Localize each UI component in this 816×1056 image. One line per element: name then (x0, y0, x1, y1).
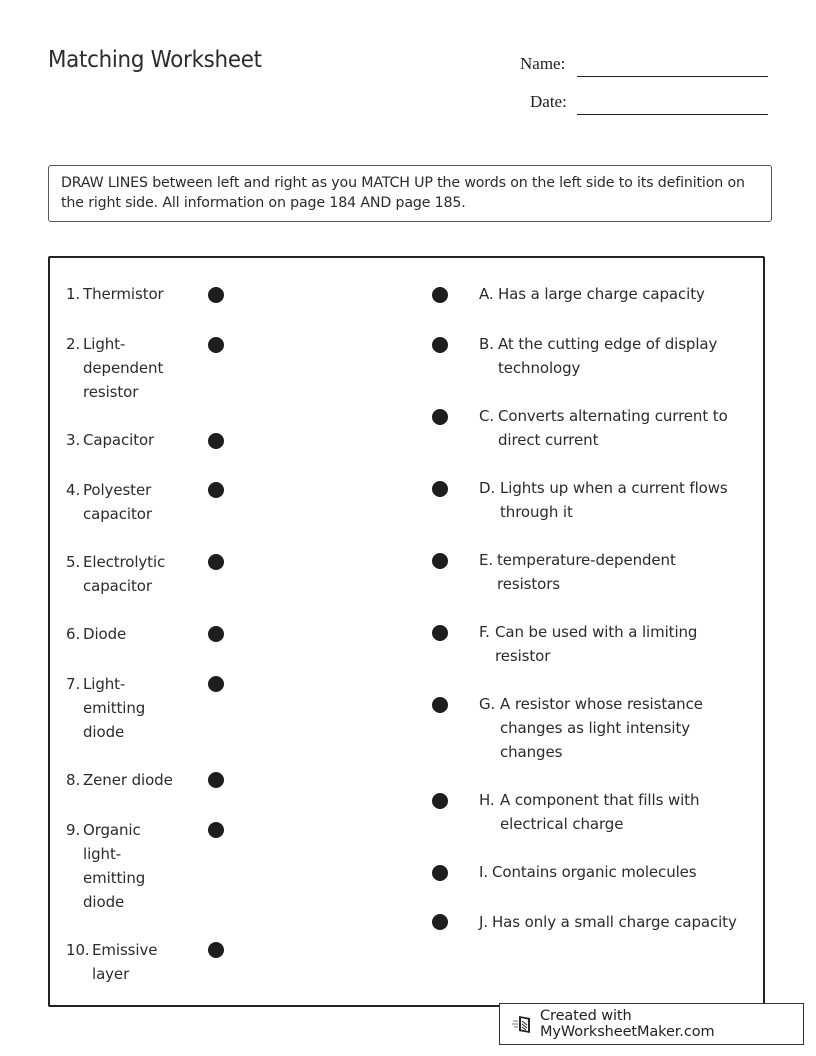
term-dot[interactable] (208, 287, 224, 303)
definition-item: C. Converts alternating current to direct current (479, 407, 728, 449)
date-field-line[interactable] (577, 114, 768, 115)
definition-dot[interactable] (432, 793, 448, 809)
definition-item: A. Has a large charge capacity (479, 285, 705, 303)
instructions-box: DRAW LINES between left and right as you MATCH UP the words on the left side to its definition on the right side. All information on page 184 AND page 185. (48, 165, 772, 222)
name-field-line[interactable] (577, 76, 768, 77)
page-title: Matching Worksheet (48, 47, 262, 73)
term-item: 5. Electrolytic capacitor (66, 553, 166, 595)
definition-dot[interactable] (432, 697, 448, 713)
term-item: 1. Thermistor (66, 285, 164, 303)
definition-item: D. Lights up when a current flows through it (479, 479, 728, 521)
definition-item: G. A resistor whose resistance changes as light intensity changes (479, 695, 703, 761)
term-item: 7. Light- emitting diode (66, 675, 146, 741)
term-dot[interactable] (208, 337, 224, 353)
term-item: 6. Diode (66, 625, 127, 643)
definition-dot[interactable] (432, 553, 448, 569)
term-item: 4. Polyester capacitor (66, 481, 152, 523)
term-dot[interactable] (208, 772, 224, 788)
term-item: 2. Light- dependent resistor (66, 335, 164, 401)
definition-dot[interactable] (432, 865, 448, 881)
definition-dot[interactable] (432, 337, 448, 353)
term-dot[interactable] (208, 626, 224, 642)
term-dot[interactable] (208, 676, 224, 692)
term-dot[interactable] (208, 433, 224, 449)
created-with-badge[interactable] (499, 1003, 804, 1045)
definition-item: J. Has only a small charge capacity (479, 913, 737, 931)
term-item: 8. Zener diode (66, 771, 173, 789)
definition-dot[interactable] (432, 914, 448, 930)
name-label: Name: (520, 54, 566, 73)
term-dot[interactable] (208, 942, 224, 958)
definition-item: F. Can be used with a limiting resistor (479, 623, 698, 665)
definition-dot[interactable] (432, 287, 448, 303)
term-item: 9. Organic light- emitting diode (66, 821, 146, 911)
definition-item: I. Contains organic molecules (479, 863, 697, 881)
definition-dot[interactable] (432, 409, 448, 425)
definition-dot[interactable] (432, 481, 448, 497)
term-item: 3. Capacitor (66, 431, 155, 449)
term-dot[interactable] (208, 822, 224, 838)
term-dot[interactable] (208, 482, 224, 498)
term-item: 10. Emissive layer (66, 941, 158, 983)
date-label: Date: (530, 92, 567, 111)
definition-dot[interactable] (432, 625, 448, 641)
term-dot[interactable] (208, 554, 224, 570)
definition-item: E. temperature-dependent resistors (479, 551, 676, 593)
definition-item: H. A component that fills with electrical charge (479, 791, 700, 833)
worksheet-maker-logo-icon (512, 1013, 534, 1035)
definition-item: B. At the cutting edge of display technology (479, 335, 718, 377)
created-with-text: Created with MyWorksheetMaker.com (540, 1008, 715, 1040)
